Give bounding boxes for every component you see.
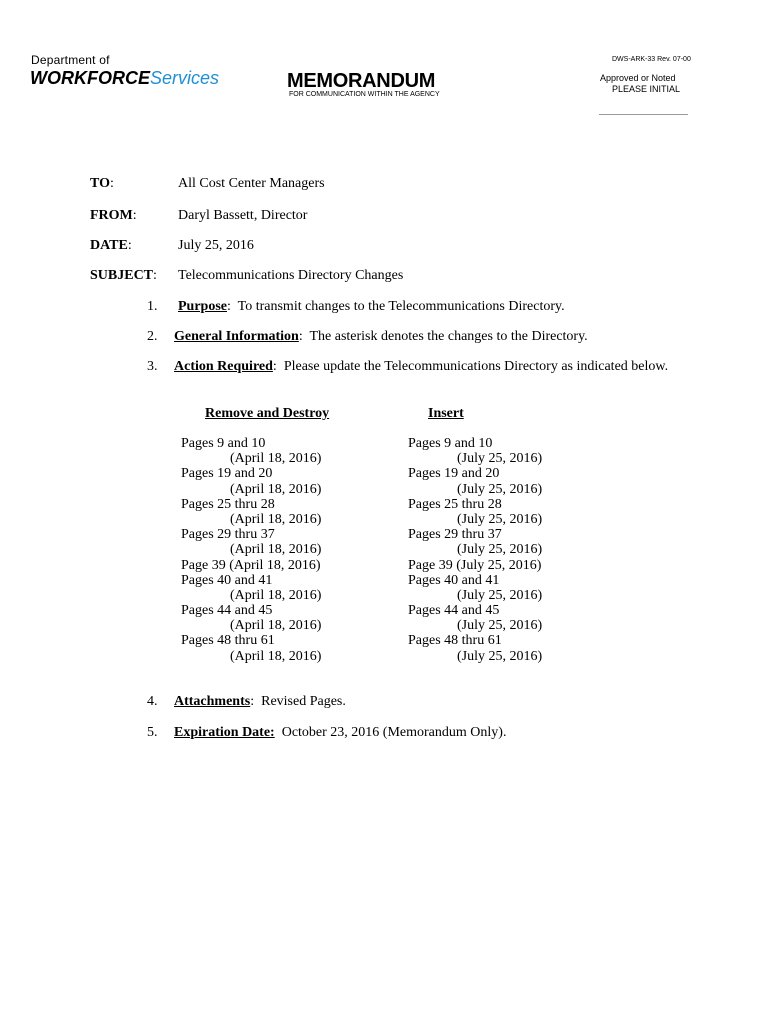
insert-page-date: (July 25, 2016) [457, 451, 543, 467]
insert-page-date: (July 25, 2016) [457, 481, 543, 497]
from-value: Daryl Bassett, Director [178, 208, 308, 223]
insert-page-range: Pages 48 thru 61 [408, 633, 502, 649]
remove-page-date: (April 18, 2016) [230, 451, 322, 467]
remove-page-date: (April 18, 2016) [230, 587, 322, 603]
insert-page-range: Pages 19 and 20 [408, 466, 500, 482]
remove-page-range: Pages 40 and 41 [181, 572, 273, 588]
from-label: FROM: [90, 208, 137, 223]
subject-value: Telecommunications Directory Changes [178, 268, 404, 283]
item-action-required: Action Required: Please update the Telecommunications Directory as indicated below. [174, 359, 669, 374]
remove-list [181, 436, 321, 664]
item-purpose: Purpose: To transmit changes to the Telecommunications Directory. [178, 299, 565, 314]
to-label: TO: [90, 176, 114, 191]
memo-title: MEMORANDUM [287, 70, 436, 92]
remove-page-date: (April 18, 2016) [230, 511, 322, 527]
insert-page-date: (July 25, 2016) [457, 618, 543, 634]
remove-page-range: Pages 29 thru 37 [181, 527, 275, 543]
logo-services: Services [150, 68, 220, 88]
remove-page-date: (April 18, 2016) [230, 618, 322, 634]
item-number: 1. [147, 299, 158, 314]
item-number: 4. [147, 694, 158, 709]
remove-page-date: (April 18, 2016) [230, 648, 322, 664]
memo-subtitle: FOR COMMUNICATION WITHIN THE AGENCY [289, 91, 440, 98]
logo-department-of: Department of [31, 53, 110, 67]
remove-page-range: Pages 25 thru 28 [181, 496, 275, 512]
insert-page-date: (July 25, 2016) [457, 542, 543, 558]
insert-list [408, 436, 542, 664]
item-number: 2. [147, 329, 158, 344]
item-number: 3. [147, 359, 158, 374]
insert-page-range: Pages 25 thru 28 [408, 496, 502, 512]
remove-page-date: (April 18, 2016) [230, 481, 322, 497]
insert-page-range: Pages 29 thru 37 [408, 527, 502, 543]
please-initial-label: PLEASE INITIAL [612, 84, 681, 94]
insert-page-date: (July 25, 2016) [457, 511, 543, 527]
remove-page-date: (April 18, 2016) [230, 542, 322, 558]
item-attachments: Attachments: Revised Pages. [174, 694, 346, 709]
approved-noted-label: Approved or Noted [600, 73, 676, 83]
insert-page-range: Pages 40 and 41 [408, 572, 500, 588]
remove-page-range: Pages 44 and 45 [181, 603, 273, 619]
item-expiration-date: Expiration Date: October 23, 2016 (Memorandum Only). [174, 725, 507, 740]
remove-page-range: Page 39 (April 18, 2016) [181, 557, 321, 573]
remove-page-range: Pages 48 thru 61 [181, 633, 275, 649]
remove-destroy-heading: Remove and Destroy [205, 406, 330, 421]
agency-logo [30, 67, 219, 89]
subject-label: SUBJECT: [90, 268, 157, 283]
initial-line [599, 114, 688, 115]
insert-page-date: (July 25, 2016) [457, 648, 543, 664]
item-general-information: General Information: The asterisk denotes the changes to the Directory. [174, 329, 588, 344]
insert-heading: Insert [428, 406, 464, 421]
remove-page-range: Pages 19 and 20 [181, 466, 273, 482]
date-label: DATE: [90, 238, 132, 253]
insert-page-range: Pages 9 and 10 [408, 436, 493, 451]
date-value: July 25, 2016 [178, 238, 254, 253]
item-number: 5. [147, 725, 158, 740]
insert-page-date: (July 25, 2016) [457, 587, 543, 603]
to-value: All Cost Center Managers [178, 176, 325, 191]
insert-page-range: Page 39 (July 25, 2016) [408, 557, 542, 573]
remove-page-range: Pages 9 and 10 [181, 436, 266, 451]
logo-workforce: WORKFORCE [30, 68, 150, 88]
form-number: DWS-ARK-33 Rev. 07-00 [612, 56, 691, 63]
insert-page-range: Pages 44 and 45 [408, 603, 500, 619]
